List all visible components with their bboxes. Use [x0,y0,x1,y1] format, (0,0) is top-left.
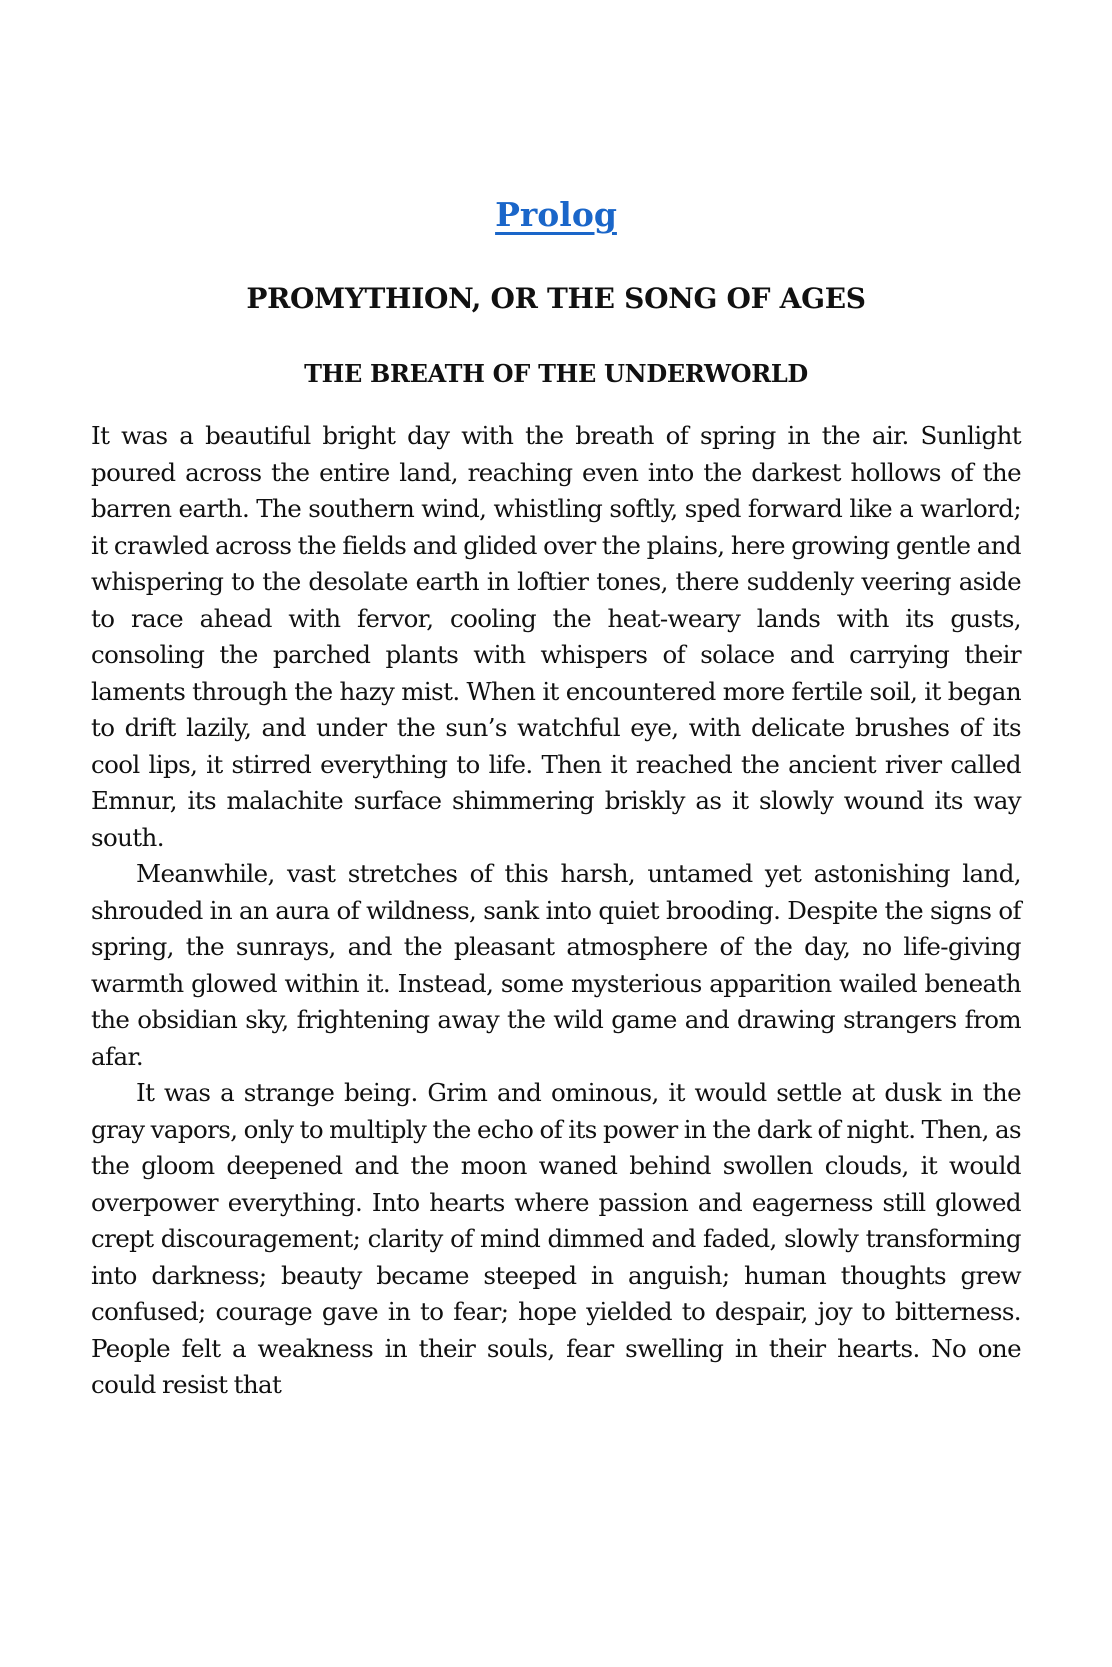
section-subtitle: THE BREATH OF THE UNDERWORLD [304,359,808,388]
paragraph: It was a beautiful bright day with the breath of spring in the air. Sunlight poured across the entire land, reaching even into the darkest hollows of the barren earth. The southern wind, whistling softly, sped forward like a warlord; it crawled across the fields and glided over the plains, here growing gentle and whispering to the desolate earth in loftier tones, there suddenly veering aside to race ahead with fervor, cooling the heat-weary lands with its gusts, consoling the parched plants with whispers of solace and carrying their laments through the hazy mist. When it encountered more fertile soil, it began to drift lazily, and under the sun’s watchful eye, with delicate brushes of its cool lips, it stirred everything to life. Then it reached the ancient river called Emnur, its malachite surface shimmering briskly as it slowly wound its way south. [91,421,1021,852]
book-page [91,0,1021,1404]
chapter-title: PROMYTHION, OR THE SONG OF AGES [246,282,866,315]
chapter-body [91,418,1021,1404]
chapter-link[interactable]: Prolog [495,195,617,234]
paragraph: Meanwhile, vast stretches of this harsh, untamed yet astonishing land, shrouded in an aura of wildness, sank into quiet brooding. Despite the signs of spring, the sunrays, and the pleasant atmosphere of the day, no life-giving warmth glowed within it. Instead, some mysterious apparition wailed beneath the obsidian sky, frightening away the wild game and drawing strangers from afar. [91,859,1021,1071]
paragraph: It was a strange being. Grim and ominous, it would settle at dusk in the gray vapors, only to multiply the echo of its power in the dark of night. Then, as the gloom deepened and the moon waned behind swollen clouds, it would overpower everything. Into hearts where passion and eagerness still glowed crept discouragement; clarity of mind dimmed and faded, slowly transforming into darkness; beauty became steeped in anguish; human thoughts grew confused; courage gave in to fear; hope yielded to despair, joy to bitterness. People felt a weakness in their souls, fear swelling in their hearts. No one could resist that [91,1078,1021,1399]
